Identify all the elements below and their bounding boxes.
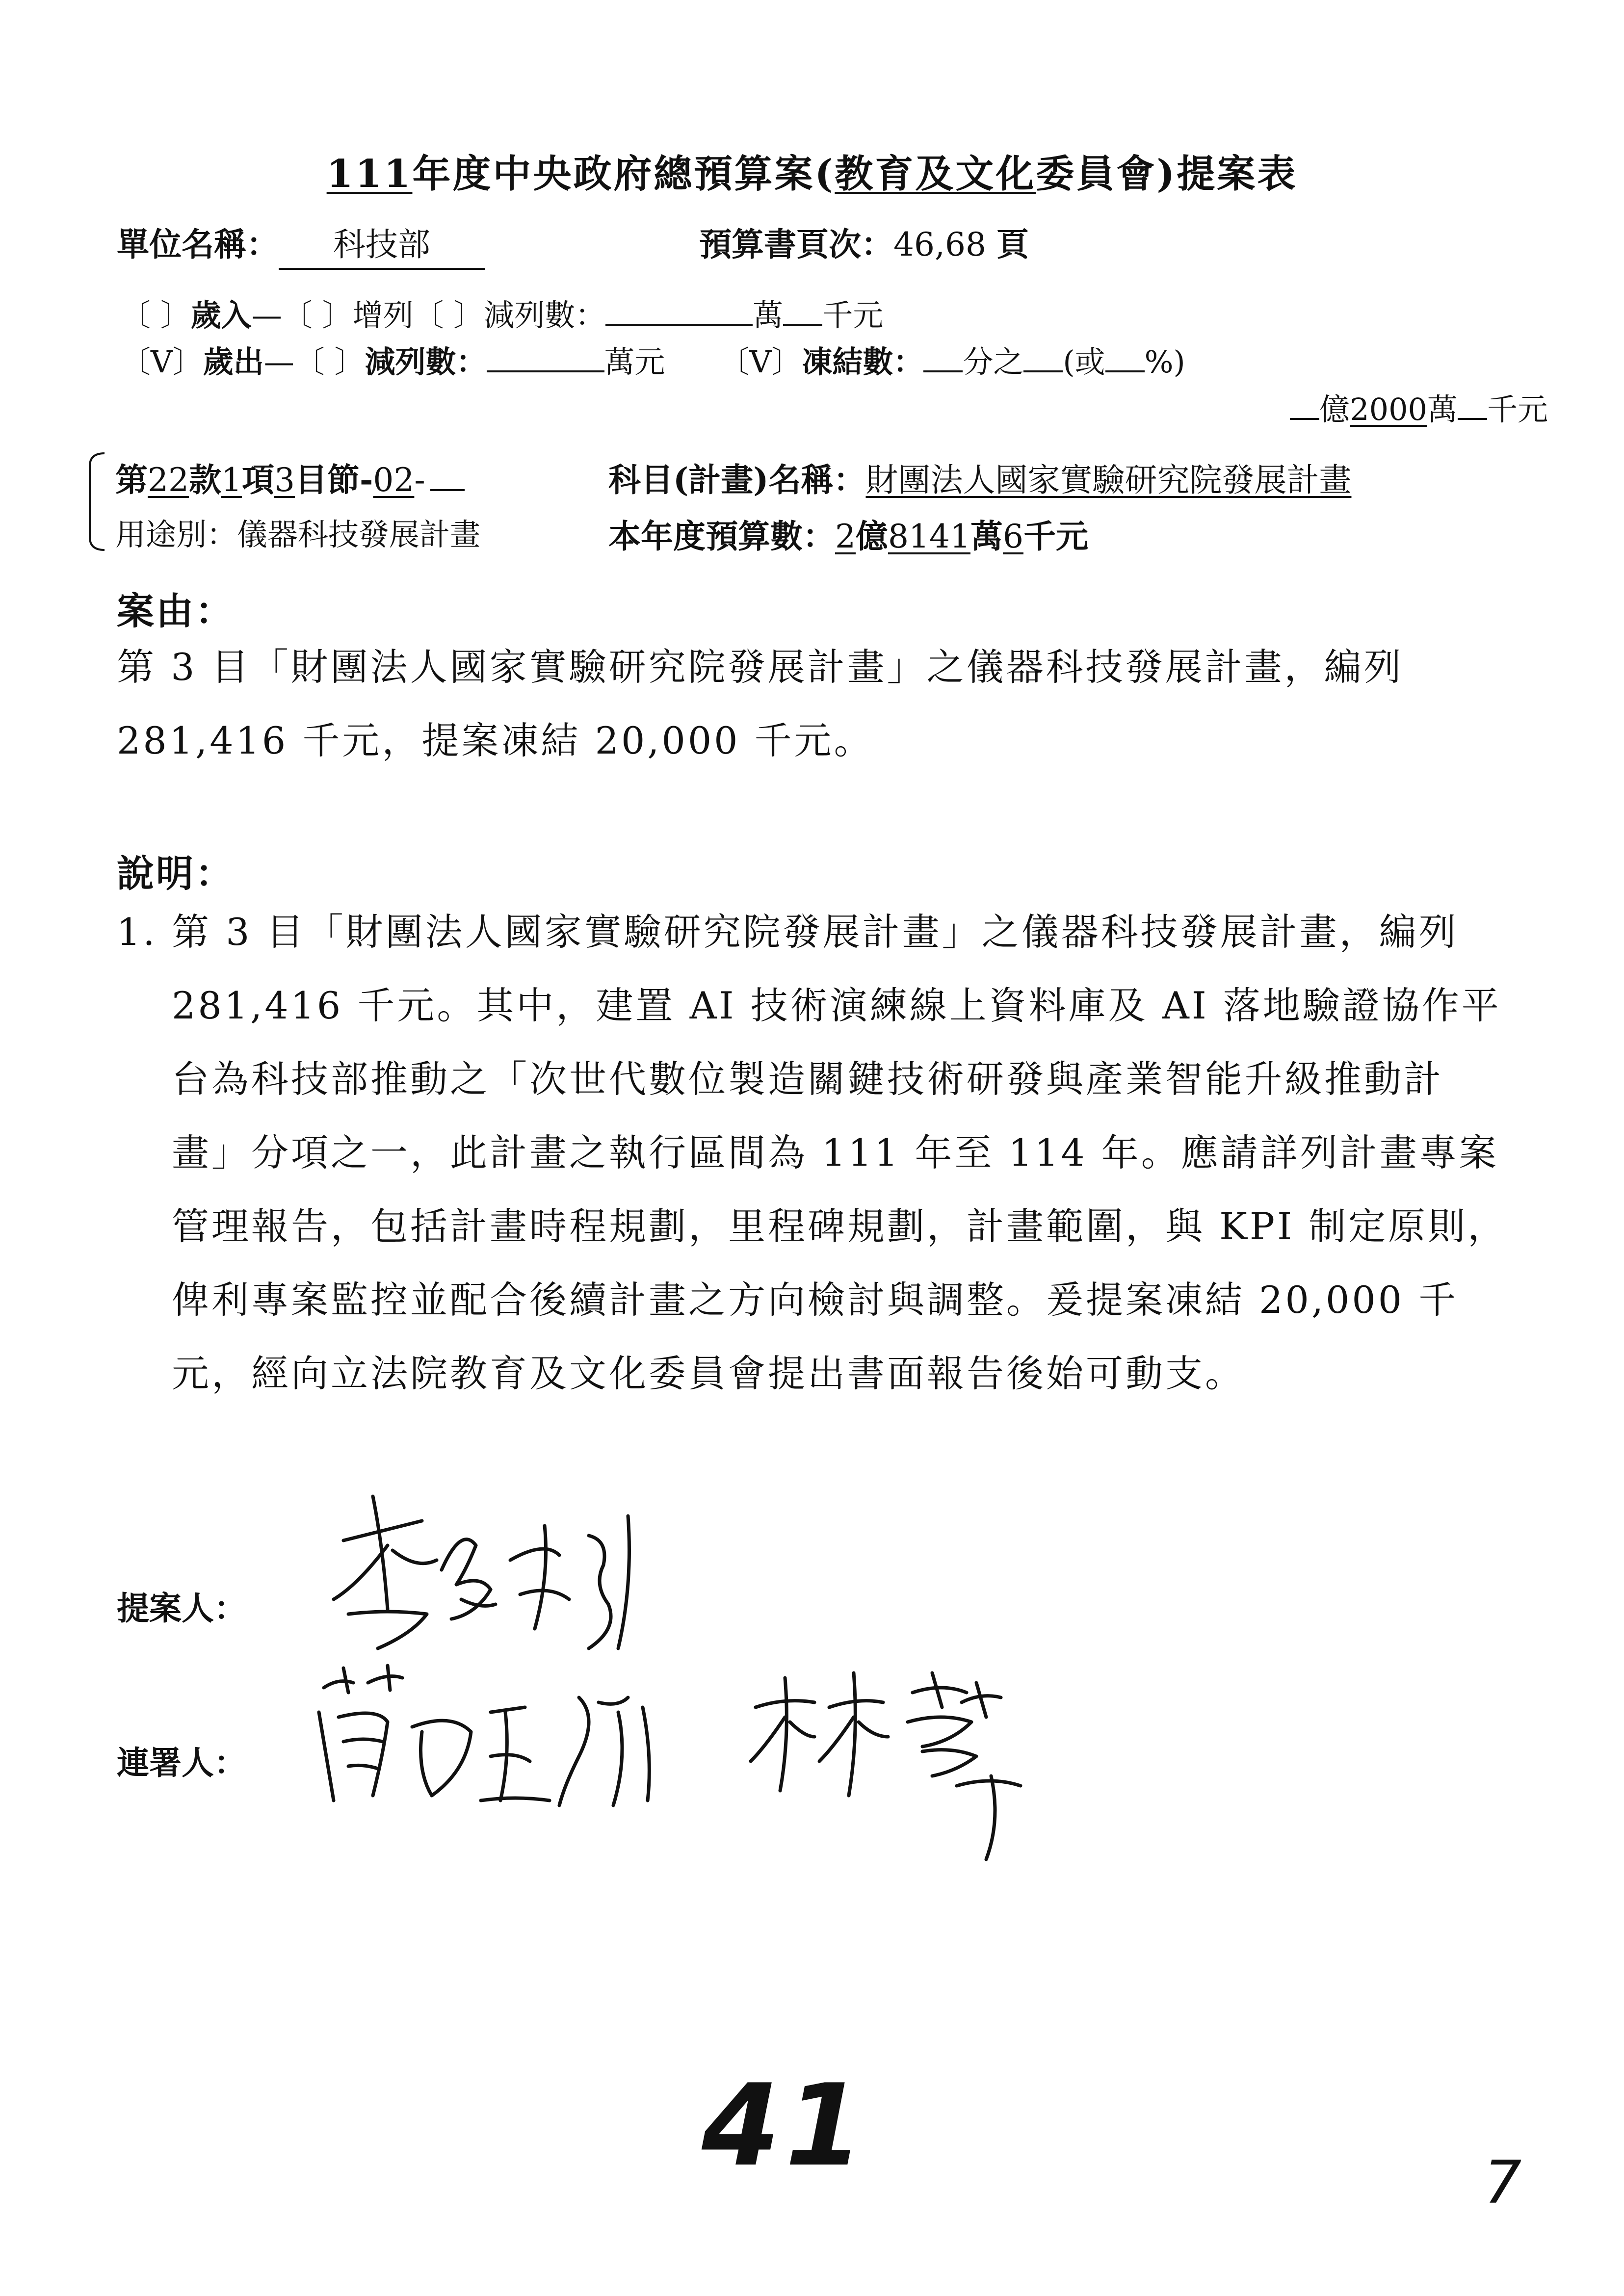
- freeze-checkbox: 〔V〕: [719, 344, 802, 380]
- explanation-number: 1.: [117, 910, 157, 954]
- corner-mark: 7: [1484, 2149, 1522, 2217]
- revenue-checkbox: 〔 〕: [120, 297, 191, 333]
- expenditure-line: 〔V〕歲出—〔 〕減列數： 萬元 〔V〕凍結數： 分之 (或 %): [120, 344, 1185, 380]
- page-number-line: 預算書頁次：46,68 頁: [699, 225, 1029, 263]
- proposer-label: 提案人：: [117, 1589, 246, 1627]
- cosigner-signature-1: [304, 1658, 677, 1820]
- form-title: 111年度中央政府總預算案(教育及文化委員會)提案表: [326, 152, 1298, 196]
- unit-value: 科技部: [279, 218, 485, 270]
- case-body: 第 3 目「財團法人國家實驗研究院發展計畫」之儀器科技發展計畫，編列 281,416 千元，提案凍結 20,000 千元。: [117, 645, 1404, 762]
- purpose-value: 儀器科技發展計畫: [237, 517, 481, 552]
- unit-line: 單位名稱： 科技部: [117, 218, 485, 270]
- item-bracket: [86, 451, 105, 552]
- expenditure-checkbox: 〔V〕: [120, 344, 203, 380]
- page-value: 46,68: [893, 226, 986, 263]
- purpose-line: 用途別：儀器科技發展計畫: [115, 517, 481, 552]
- subject-value: 財團法人國家實驗研究院發展計畫: [865, 461, 1352, 499]
- revenue-decrease-checkbox: 〔 〕: [413, 297, 484, 333]
- proposer-signature: [314, 1487, 648, 1673]
- page-mark: 41: [702, 2061, 869, 2192]
- revenue-increase-checkbox: 〔 〕: [282, 297, 353, 333]
- revenue-line: 〔 〕歲入—〔 〕增列〔 〕減列數： 萬 千元: [120, 297, 884, 333]
- item-line: 第22款1項3目節-02-: [115, 454, 465, 500]
- cosigner-signature-2: [746, 1663, 1060, 1869]
- case-heading: 案由：: [117, 589, 235, 633]
- freeze-wan-value: 2000: [1350, 391, 1427, 427]
- subject-line: 科目(計畫)名稱：財團法人國家實驗研究院發展計畫: [608, 461, 1352, 499]
- title-year: 111: [326, 152, 413, 196]
- expenditure-decrease-checkbox: 〔 〕: [294, 344, 365, 380]
- explanation-heading: 說明：: [117, 852, 235, 895]
- cosigner-label: 連署人：: [117, 1744, 246, 1782]
- explanation-body: 第 3 目「財團法人國家實驗研究院發展計畫」之儀器科技發展計畫，編列 281,416 千元。其中，建置 AI 技術演練線上資料庫及 AI 落地驗證協作平 台為科技部推動之「次世代數位製造關鍵技術研發與產業智能升級推動計 畫」分項之一，此計畫之執行區間為 111 年至 114 年。應請詳列計畫專案 管理報告，包括計畫時程規劃，里程碑規劃，計畫範圍，與 KPI 制定原則， 俾利專案監控並配合後續計畫之方向檢討與調整。爰提案凍結 20,000 千 元，經向立法院教育及文化委員會提出書面報告後始可動支。: [172, 910, 1508, 1395]
- freeze-amount-line: 億2000萬 千元: [1290, 385, 1548, 429]
- budget-line: 本年度預算數：2億8141萬6千元: [608, 517, 1088, 555]
- title-committee: 教育及文化: [835, 152, 1036, 196]
